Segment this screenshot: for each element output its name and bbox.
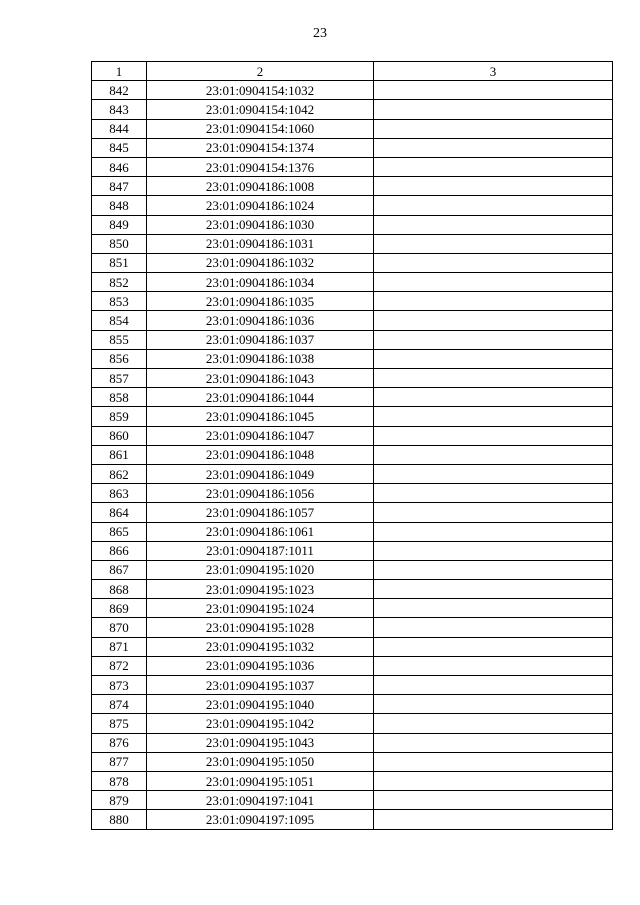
row-number-cell: 872 xyxy=(92,656,147,675)
row-number-cell: 855 xyxy=(92,330,147,349)
cadastral-number-cell: 23:01:0904195:1036 xyxy=(147,656,374,675)
table-row xyxy=(92,253,613,272)
row-number-cell: 856 xyxy=(92,349,147,368)
row-number-cell: 871 xyxy=(92,637,147,656)
column-header-2: 2 xyxy=(147,62,374,81)
notes-cell xyxy=(374,349,613,368)
cadastral-number-cell: 23:01:0904186:1048 xyxy=(147,445,374,464)
table-row xyxy=(92,522,613,541)
notes-cell xyxy=(374,695,613,714)
table-row xyxy=(92,599,613,618)
row-number-cell: 860 xyxy=(92,426,147,445)
table-row xyxy=(92,484,613,503)
cadastral-number-cell: 23:01:0904197:1041 xyxy=(147,791,374,810)
notes-cell xyxy=(374,196,613,215)
table-row xyxy=(92,330,613,349)
row-number-cell: 843 xyxy=(92,100,147,119)
cadastral-number-cell: 23:01:0904186:1047 xyxy=(147,426,374,445)
cadastral-number-cell: 23:01:0904186:1032 xyxy=(147,253,374,272)
table-row xyxy=(92,618,613,637)
table-row xyxy=(92,560,613,579)
cadastral-number-cell: 23:01:0904154:1376 xyxy=(147,157,374,176)
cadastral-number-cell: 23:01:0904186:1008 xyxy=(147,177,374,196)
row-number-cell: 861 xyxy=(92,445,147,464)
row-number-cell: 842 xyxy=(92,81,147,100)
notes-cell xyxy=(374,676,613,695)
row-number-cell: 847 xyxy=(92,177,147,196)
cadastral-number-cell: 23:01:0904195:1020 xyxy=(147,560,374,579)
cadastral-number-cell: 23:01:0904195:1043 xyxy=(147,733,374,752)
row-number-cell: 845 xyxy=(92,138,147,157)
table-row xyxy=(92,349,613,368)
row-number-cell: 851 xyxy=(92,253,147,272)
table-row xyxy=(92,656,613,675)
row-number-cell: 880 xyxy=(92,810,147,829)
cadastral-number-cell: 23:01:0904186:1045 xyxy=(147,407,374,426)
cadastral-number-cell: 23:01:0904195:1023 xyxy=(147,580,374,599)
table-row xyxy=(92,388,613,407)
row-number-cell: 873 xyxy=(92,676,147,695)
cadastral-number-cell: 23:01:0904154:1060 xyxy=(147,119,374,138)
table-row xyxy=(92,138,613,157)
table-header xyxy=(92,62,613,81)
table-row xyxy=(92,426,613,445)
cadastral-number-cell: 23:01:0904154:1042 xyxy=(147,100,374,119)
notes-cell xyxy=(374,522,613,541)
notes-cell xyxy=(374,215,613,234)
table-row xyxy=(92,676,613,695)
row-number-cell: 850 xyxy=(92,234,147,253)
table-row xyxy=(92,637,613,656)
row-number-cell: 852 xyxy=(92,273,147,292)
row-number-cell: 877 xyxy=(92,752,147,771)
row-number-cell: 853 xyxy=(92,292,147,311)
table-row xyxy=(92,81,613,100)
notes-cell xyxy=(374,253,613,272)
notes-cell xyxy=(374,426,613,445)
row-number-cell: 874 xyxy=(92,695,147,714)
notes-cell xyxy=(374,656,613,675)
notes-cell xyxy=(374,733,613,752)
row-number-cell: 863 xyxy=(92,484,147,503)
row-number-cell: 848 xyxy=(92,196,147,215)
table-row xyxy=(92,215,613,234)
row-number-cell: 879 xyxy=(92,791,147,810)
cadastral-number-cell: 23:01:0904186:1031 xyxy=(147,234,374,253)
cadastral-number-cell: 23:01:0904154:1032 xyxy=(147,81,374,100)
cadastral-number-cell: 23:01:0904186:1061 xyxy=(147,522,374,541)
cadastral-number-cell: 23:01:0904195:1040 xyxy=(147,695,374,714)
notes-cell xyxy=(374,273,613,292)
notes-cell xyxy=(374,330,613,349)
table-row xyxy=(92,752,613,771)
row-number-cell: 858 xyxy=(92,388,147,407)
table-row xyxy=(92,541,613,560)
table-row xyxy=(92,369,613,388)
cadastral-number-cell: 23:01:0904195:1032 xyxy=(147,637,374,656)
cadastral-number-cell: 23:01:0904186:1056 xyxy=(147,484,374,503)
cadastral-number-cell: 23:01:0904186:1038 xyxy=(147,349,374,368)
cadastral-number-cell: 23:01:0904186:1037 xyxy=(147,330,374,349)
notes-cell xyxy=(374,714,613,733)
cadastral-number-cell: 23:01:0904186:1030 xyxy=(147,215,374,234)
table-row xyxy=(92,119,613,138)
notes-cell xyxy=(374,292,613,311)
table-row xyxy=(92,311,613,330)
table-row xyxy=(92,810,613,829)
notes-cell xyxy=(374,445,613,464)
table-row xyxy=(92,580,613,599)
row-number-cell: 854 xyxy=(92,311,147,330)
notes-cell xyxy=(374,407,613,426)
table-row xyxy=(92,791,613,810)
cadastral-number-cell: 23:01:0904186:1024 xyxy=(147,196,374,215)
notes-cell xyxy=(374,560,613,579)
row-number-cell: 846 xyxy=(92,157,147,176)
table-row xyxy=(92,157,613,176)
notes-cell xyxy=(374,177,613,196)
table-row xyxy=(92,695,613,714)
table-row xyxy=(92,733,613,752)
cadastral-number-cell: 23:01:0904195:1024 xyxy=(147,599,374,618)
notes-cell xyxy=(374,580,613,599)
table-row xyxy=(92,445,613,464)
table-row xyxy=(92,100,613,119)
row-number-cell: 870 xyxy=(92,618,147,637)
table-row xyxy=(92,234,613,253)
cadastral-number-cell: 23:01:0904195:1037 xyxy=(147,676,374,695)
table-row xyxy=(92,196,613,215)
notes-cell xyxy=(374,464,613,483)
cadastral-number-cell: 23:01:0904186:1043 xyxy=(147,369,374,388)
notes-cell xyxy=(374,388,613,407)
cadastral-number-cell: 23:01:0904154:1374 xyxy=(147,138,374,157)
row-number-cell: 844 xyxy=(92,119,147,138)
notes-cell xyxy=(374,791,613,810)
header-row xyxy=(92,62,613,81)
row-number-cell: 866 xyxy=(92,541,147,560)
notes-cell xyxy=(374,771,613,790)
table-row xyxy=(92,407,613,426)
table-body xyxy=(92,81,613,829)
row-number-cell: 869 xyxy=(92,599,147,618)
notes-cell xyxy=(374,369,613,388)
cadastral-number-cell: 23:01:0904187:1011 xyxy=(147,541,374,560)
cadastral-number-cell: 23:01:0904195:1042 xyxy=(147,714,374,733)
table-row xyxy=(92,771,613,790)
table-row xyxy=(92,292,613,311)
row-number-cell: 859 xyxy=(92,407,147,426)
cadastral-table xyxy=(91,61,613,830)
cadastral-number-cell: 23:01:0904195:1028 xyxy=(147,618,374,637)
notes-cell xyxy=(374,157,613,176)
notes-cell xyxy=(374,599,613,618)
notes-cell xyxy=(374,81,613,100)
page-number: 23 xyxy=(313,26,327,41)
notes-cell xyxy=(374,119,613,138)
notes-cell xyxy=(374,810,613,829)
row-number-cell: 875 xyxy=(92,714,147,733)
column-header-3: 3 xyxy=(374,62,613,81)
table-row xyxy=(92,503,613,522)
cadastral-number-cell: 23:01:0904186:1057 xyxy=(147,503,374,522)
cadastral-number-cell: 23:01:0904197:1095 xyxy=(147,810,374,829)
notes-cell xyxy=(374,752,613,771)
row-number-cell: 857 xyxy=(92,369,147,388)
cadastral-number-cell: 23:01:0904186:1044 xyxy=(147,388,374,407)
table-row xyxy=(92,464,613,483)
row-number-cell: 878 xyxy=(92,771,147,790)
cadastral-number-cell: 23:01:0904195:1051 xyxy=(147,771,374,790)
row-number-cell: 862 xyxy=(92,464,147,483)
row-number-cell: 865 xyxy=(92,522,147,541)
row-number-cell: 849 xyxy=(92,215,147,234)
notes-cell xyxy=(374,541,613,560)
column-header-1: 1 xyxy=(92,62,147,81)
notes-cell xyxy=(374,637,613,656)
notes-cell xyxy=(374,138,613,157)
notes-cell xyxy=(374,618,613,637)
notes-cell xyxy=(374,503,613,522)
notes-cell xyxy=(374,311,613,330)
cadastral-number-cell: 23:01:0904195:1050 xyxy=(147,752,374,771)
row-number-cell: 868 xyxy=(92,580,147,599)
notes-cell xyxy=(374,484,613,503)
notes-cell xyxy=(374,234,613,253)
table-row xyxy=(92,273,613,292)
table-row xyxy=(92,714,613,733)
cadastral-number-cell: 23:01:0904186:1035 xyxy=(147,292,374,311)
table-row xyxy=(92,177,613,196)
notes-cell xyxy=(374,100,613,119)
cadastral-number-cell: 23:01:0904186:1049 xyxy=(147,464,374,483)
row-number-cell: 867 xyxy=(92,560,147,579)
row-number-cell: 864 xyxy=(92,503,147,522)
cadastral-number-cell: 23:01:0904186:1036 xyxy=(147,311,374,330)
cadastral-number-cell: 23:01:0904186:1034 xyxy=(147,273,374,292)
row-number-cell: 876 xyxy=(92,733,147,752)
